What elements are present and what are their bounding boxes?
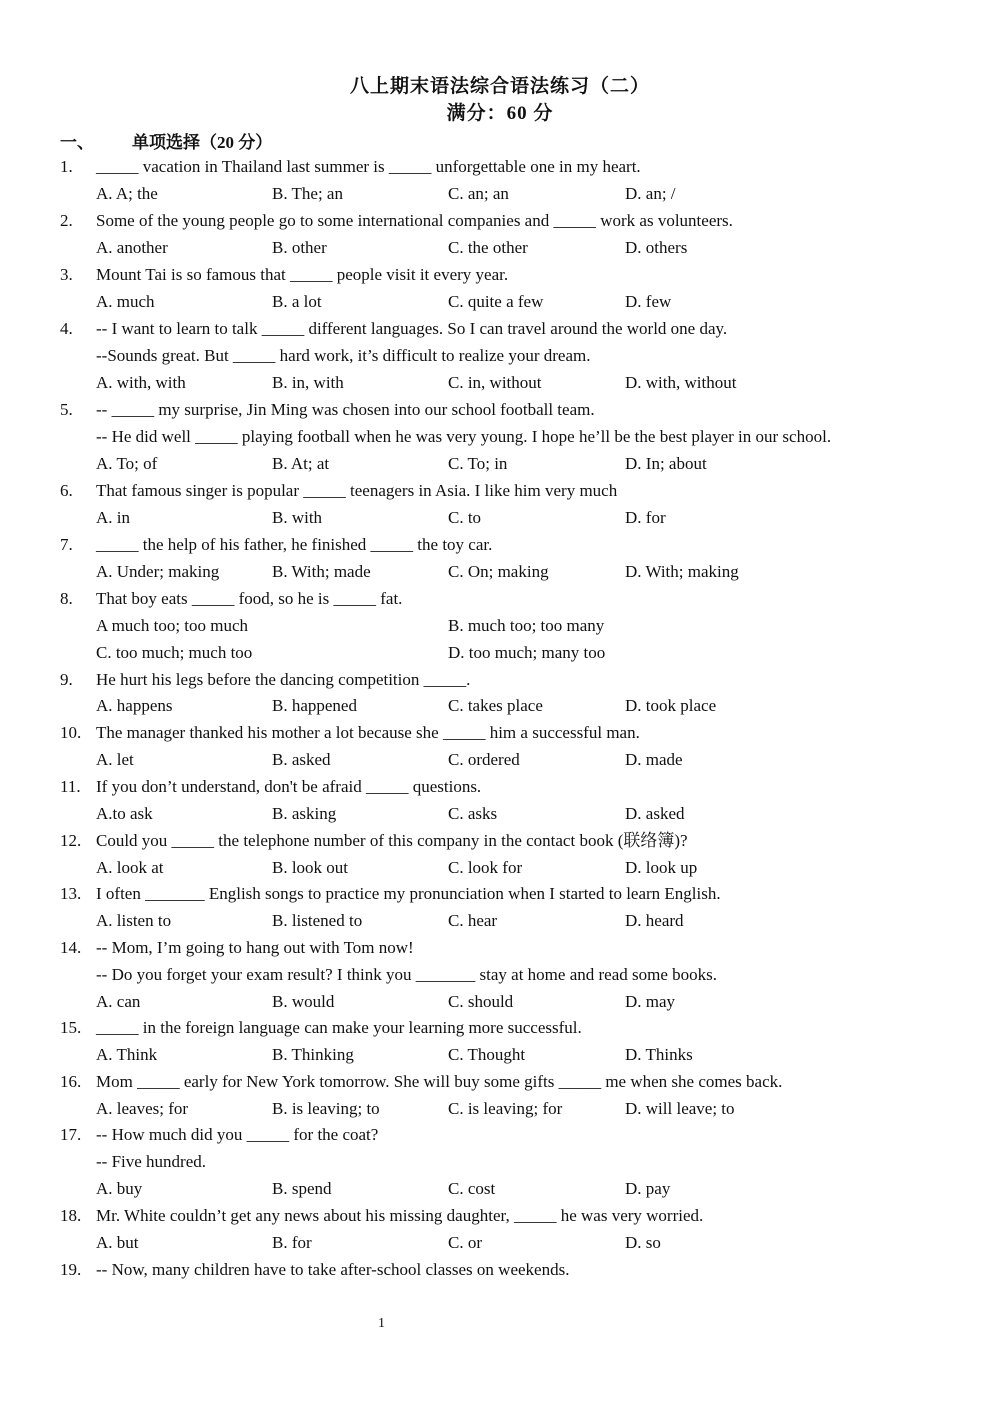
question-line — [0, 827, 1000, 854]
options-line — [0, 1041, 1000, 1068]
question-line — [0, 261, 1000, 288]
option-a: A. buy — [96, 1179, 143, 1198]
option-c: C. to — [448, 508, 482, 527]
question-number: 17. — [60, 1125, 82, 1144]
option-b: B. much too; too many — [448, 616, 605, 635]
option-d: D. asked — [625, 804, 685, 823]
option-d: D. In; about — [625, 454, 707, 473]
option-c: C. the other — [448, 238, 528, 257]
question-number: 2. — [60, 211, 73, 230]
option-a: A. happens — [96, 696, 173, 715]
option-b: B. asked — [272, 750, 331, 769]
options-line — [0, 854, 1000, 881]
question-stem: Mom _____ early for New York tomorrow. She will buy some gifts _____ me when she comes back. — [96, 1072, 783, 1091]
option-d: D. made — [625, 750, 683, 769]
question-stem-continued: -- He did well _____ playing football when he was very young. I hope he’ll be the best player in our school. — [96, 427, 832, 446]
question-stem: _____ the help of his father, he finished _____ the toy car. — [96, 535, 493, 554]
option-d: D. Thinks — [625, 1045, 693, 1064]
options-line — [0, 1175, 1000, 1202]
question-line — [0, 153, 1000, 180]
question-number: 9. — [60, 670, 73, 689]
question-line — [0, 1256, 1000, 1283]
question-number: 5. — [60, 400, 73, 419]
question-number: 11. — [60, 777, 81, 796]
question-number: 19. — [60, 1260, 82, 1279]
option-c: C. too much; much too — [96, 643, 253, 662]
question-stem: -- I want to learn to talk _____ different languages. So I can travel around the world one day. — [96, 319, 728, 338]
page-title: 八上期末语法综合语法练习（二） — [349, 76, 650, 97]
options-line — [0, 692, 1000, 719]
option-b: B. a lot — [272, 292, 322, 311]
option-c: C. ordered — [448, 750, 520, 769]
question-number: 15. — [60, 1018, 82, 1037]
question-stem: -- Mom, I’m going to hang out with Tom now! — [96, 938, 414, 957]
option-b: B. other — [272, 238, 327, 257]
option-b: B. would — [272, 992, 335, 1011]
option-b: B. for — [272, 1233, 312, 1252]
question-line — [0, 961, 1000, 988]
options-line — [0, 288, 1000, 315]
options-line — [0, 800, 1000, 827]
option-c: C. or — [448, 1233, 482, 1252]
question-stem-continued: -- Do you forget your exam result? I think you _______ stay at home and read some books. — [96, 965, 717, 984]
section-title: 单项选择（20 分） — [132, 133, 273, 152]
question-stem: The manager thanked his mother a lot because she _____ him a successful man. — [96, 723, 640, 742]
options-line — [0, 369, 1000, 396]
question-number: 1. — [60, 157, 73, 176]
question-line — [0, 666, 1000, 693]
option-a: A. leaves; for — [96, 1099, 189, 1118]
option-d: D. so — [625, 1233, 661, 1252]
question-line — [0, 880, 1000, 907]
question-line — [0, 1202, 1000, 1229]
question-line — [0, 1014, 1000, 1041]
option-d: D. may — [625, 992, 676, 1011]
question-stem: -- _____ my surprise, Jin Ming was chosen into our school football team. — [96, 400, 595, 419]
options-line — [0, 612, 1000, 639]
options-line — [0, 234, 1000, 261]
question-stem-continued: --Sounds great. But _____ hard work, it’s difficult to realize your dream. — [96, 346, 591, 365]
question-number: 12. — [60, 831, 82, 850]
option-a: A. Think — [96, 1045, 158, 1064]
question-line — [0, 477, 1000, 504]
option-a: A. much — [96, 292, 155, 311]
question-line — [0, 207, 1000, 234]
option-d: D. heard — [625, 911, 684, 930]
option-b: B. The; an — [272, 184, 343, 203]
option-b: B. happened — [272, 696, 357, 715]
question-number: 14. — [60, 938, 82, 957]
question-stem: That boy eats _____ food, so he is _____ fat. — [96, 589, 403, 608]
full-score: 满分：60 分 — [446, 103, 554, 124]
question-line — [0, 1068, 1000, 1095]
option-b: B. is leaving; to — [272, 1099, 380, 1118]
option-d: D. With; making — [625, 562, 739, 581]
options-line — [0, 450, 1000, 477]
option-a: A. but — [96, 1233, 139, 1252]
option-d: D. too much; many too — [448, 643, 606, 662]
option-c: C. takes place — [448, 696, 543, 715]
question-number: 13. — [60, 884, 82, 903]
question-line — [0, 773, 1000, 800]
options-line — [0, 558, 1000, 585]
option-d: D. took place — [625, 696, 717, 715]
question-stem: Could you _____ the telephone number of this company in the contact book (联络簿)? — [96, 831, 688, 850]
question-stem: _____ vacation in Thailand last summer is _____ unforgettable one in my heart. — [96, 157, 641, 176]
option-b: B. spend — [272, 1179, 332, 1198]
option-b: B. with — [272, 508, 323, 527]
question-stem: Mr. White couldn’t get any news about his missing daughter, _____ he was very worried. — [96, 1206, 704, 1225]
option-a: A. To; of — [96, 454, 158, 473]
option-d: D. look up — [625, 858, 698, 877]
question-line — [0, 934, 1000, 961]
options-line — [0, 1095, 1000, 1122]
question-line — [0, 1121, 1000, 1148]
option-d: D. with, without — [625, 373, 737, 392]
question-stem: Some of the young people go to some international companies and _____ work as volunteers. — [96, 211, 733, 230]
question-line — [0, 396, 1000, 423]
option-b: B. With; made — [272, 562, 371, 581]
option-c: C. Thought — [448, 1045, 526, 1064]
option-c: C. asks — [448, 804, 498, 823]
option-d: D. few — [625, 292, 672, 311]
option-a: A. listen to — [96, 911, 172, 930]
option-c: C. cost — [448, 1179, 496, 1198]
page-number: 1 — [378, 1316, 385, 1331]
question-line — [0, 1148, 1000, 1175]
section-heading — [60, 128, 272, 153]
question-line — [0, 342, 1000, 369]
option-a: A. can — [96, 992, 141, 1011]
option-a: A. another — [96, 238, 168, 257]
option-b: B. At; at — [272, 454, 330, 473]
option-c: C. is leaving; for — [448, 1099, 563, 1118]
question-number: 4. — [60, 319, 73, 338]
options-line — [0, 988, 1000, 1015]
option-d: D. for — [625, 508, 666, 527]
option-c: C. should — [448, 992, 514, 1011]
option-b: B. listened to — [272, 911, 363, 930]
option-d: D. pay — [625, 1179, 671, 1198]
option-c: C. To; in — [448, 454, 508, 473]
option-a: A. in — [96, 508, 130, 527]
option-c: C. hear — [448, 911, 498, 930]
option-c: C. On; making — [448, 562, 549, 581]
question-number: 6. — [60, 481, 73, 500]
option-b: B. in, with — [272, 373, 344, 392]
option-a: A. A; the — [96, 184, 158, 203]
question-line — [0, 719, 1000, 746]
option-d: D. will leave; to — [625, 1099, 735, 1118]
option-a: A much too; too much — [96, 616, 249, 635]
question-line — [0, 531, 1000, 558]
question-stem: _____ in the foreign language can make your learning more successful. — [96, 1018, 582, 1037]
question-number: 8. — [60, 589, 73, 608]
section-number: 一、 — [60, 133, 94, 152]
options-line — [0, 746, 1000, 773]
option-a: A. let — [96, 750, 134, 769]
option-c: C. look for — [448, 858, 523, 877]
option-a: A. Under; making — [96, 562, 220, 581]
options-line — [0, 180, 1000, 207]
question-number: 3. — [60, 265, 73, 284]
option-d: D. an; / — [625, 184, 676, 203]
question-line — [0, 315, 1000, 342]
option-d: D. others — [625, 238, 688, 257]
question-line — [0, 585, 1000, 612]
options-line — [0, 504, 1000, 531]
option-c: C. in, without — [448, 373, 542, 392]
question-stem: If you don’t understand, don't be afraid _____ questions. — [96, 777, 482, 796]
question-stem: Mount Tai is so famous that _____ people visit it every year. — [96, 265, 509, 284]
question-line — [0, 423, 1000, 450]
question-stem: That famous singer is popular _____ teenagers in Asia. I like him very much — [96, 481, 618, 500]
options-line — [0, 1229, 1000, 1256]
question-stem: -- Now, many children have to take after-school classes on weekends. — [96, 1260, 570, 1279]
option-a: A.to ask — [96, 804, 153, 823]
option-a: A. look at — [96, 858, 164, 877]
options-line — [0, 907, 1000, 934]
options-line — [0, 639, 1000, 666]
question-number: 7. — [60, 535, 73, 554]
question-stem-continued: -- Five hundred. — [96, 1152, 207, 1171]
option-a: A. with, with — [96, 373, 186, 392]
option-c: C. quite a few — [448, 292, 544, 311]
option-b: B. Thinking — [272, 1045, 354, 1064]
question-number: 16. — [60, 1072, 82, 1091]
question-number: 10. — [60, 723, 82, 742]
option-c: C. an; an — [448, 184, 509, 203]
option-b: B. look out — [272, 858, 349, 877]
question-stem: -- How much did you _____ for the coat? — [96, 1125, 379, 1144]
question-stem: He hurt his legs before the dancing competition _____. — [96, 670, 471, 689]
question-stem: I often _______ English songs to practice my pronunciation when I started to learn English. — [96, 884, 721, 903]
option-b: B. asking — [272, 804, 337, 823]
question-number: 18. — [60, 1206, 82, 1225]
